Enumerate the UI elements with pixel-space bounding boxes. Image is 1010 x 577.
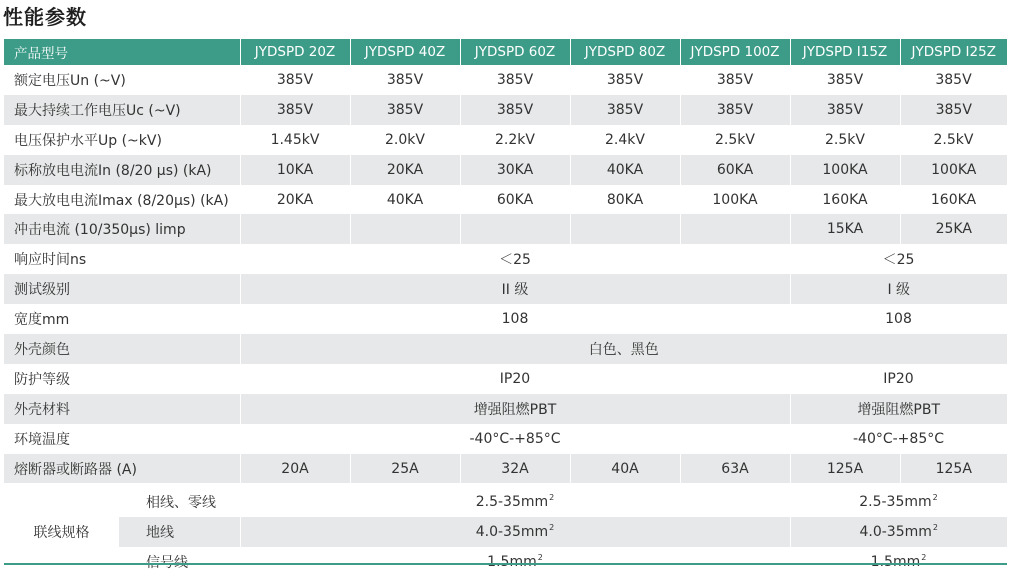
model-header: JYDSPD 80Z — [570, 39, 680, 65]
table-cell: 100KA — [680, 185, 790, 215]
row-label: 标称放电电流In (8/20 μs) (kA) — [4, 155, 240, 185]
table-cell: 125A — [790, 454, 900, 484]
table-row — [4, 274, 1007, 304]
table-cell: I 级 — [790, 274, 1007, 304]
table-row — [4, 65, 1007, 95]
row-label: 熔断器或断路器 (A) — [4, 454, 240, 484]
table-cell: 15KA — [790, 214, 900, 244]
table-row — [4, 364, 1007, 394]
table-cell: -40°C-+85°C — [240, 424, 790, 454]
row-label — [119, 547, 240, 577]
row-label: 防护等级 — [4, 364, 240, 394]
table-cell: 385V — [240, 95, 350, 125]
table-cell: 385V — [460, 65, 570, 95]
table-header-row — [4, 39, 1007, 65]
table-cell: 108 — [790, 304, 1007, 334]
table-cell: 2.5kV — [680, 125, 790, 155]
table-cell: 20A — [240, 454, 350, 484]
table-cell: -40°C-+85°C — [790, 424, 1007, 454]
table-row — [4, 394, 1007, 424]
table-row — [4, 95, 1007, 125]
table-cell — [240, 517, 790, 547]
table-row — [4, 304, 1007, 334]
table-cell: 385V — [570, 65, 680, 95]
table-cell: 385V — [240, 65, 350, 95]
model-header: JYDSPD 20Z — [240, 39, 350, 65]
wiring-group-label: 联线规格 — [4, 487, 119, 577]
table-row — [4, 547, 1007, 577]
table-cell: 160KA — [790, 185, 900, 215]
table-cell: 2.0kV — [350, 125, 460, 155]
table-cell: 100KA — [900, 155, 1007, 185]
unit-exponent: 2 — [549, 523, 555, 533]
table-cell: 160KA — [900, 185, 1007, 215]
table-cell: 10KA — [240, 155, 350, 185]
table-cell — [350, 214, 460, 244]
bottom-rule — [4, 563, 1007, 565]
wiring-value: 2.5-35 — [475, 494, 521, 511]
table-row — [4, 155, 1007, 185]
table-cell: 25A — [350, 454, 460, 484]
row-label: 地线 — [119, 517, 240, 547]
table-cell: 20KA — [350, 155, 460, 185]
row-label: 额定电压Un (~V) — [4, 65, 240, 95]
row-label: 响应时间ns — [4, 244, 240, 274]
row-label: 最大放电电流Imax (8/20μs) (kA) — [4, 185, 240, 215]
table-cell: 25KA — [900, 214, 1007, 244]
unit-exponent: 2 — [932, 523, 938, 533]
table-cell: 108 — [240, 304, 790, 334]
table-cell: 32A — [460, 454, 570, 484]
table-cell: 80KA — [570, 185, 680, 215]
table-cell — [790, 517, 1007, 547]
table-cell: II 级 — [240, 274, 790, 304]
table-cell: 2.5kV — [790, 125, 900, 155]
unit-label: mm — [904, 524, 932, 541]
wiring-value: 2.5-35 — [859, 494, 905, 511]
table-cell: 2.5kV — [900, 125, 1007, 155]
table-cell: 385V — [460, 95, 570, 125]
table-cell: ＜25 — [240, 244, 790, 274]
table-cell: 60KA — [460, 185, 570, 215]
table-cell: 60KA — [680, 155, 790, 185]
table-cell: 2.4kV — [570, 125, 680, 155]
table-cell: 100KA — [790, 155, 900, 185]
table-cell: IP20 — [790, 364, 1007, 394]
model-header: JYDSPD I15Z — [790, 39, 900, 65]
table-cell: 125A — [900, 454, 1007, 484]
table-cell: 30KA — [460, 155, 570, 185]
model-header: JYDSPD 100Z — [680, 39, 790, 65]
table-cell: 40KA — [350, 185, 460, 215]
row-label: 冲击电流 (10/350μs) limp — [4, 214, 240, 244]
table-cell: 385V — [680, 95, 790, 125]
table-cell: 385V — [350, 65, 460, 95]
unit-exponent: 2 — [921, 553, 927, 563]
table-cell: 增强阻燃PBT — [240, 394, 790, 424]
table-row — [4, 454, 1007, 484]
table-row — [4, 424, 1007, 454]
table-cell: 63A — [680, 454, 790, 484]
table-cell: 385V — [790, 65, 900, 95]
table-row — [4, 185, 1007, 215]
table-cell: 385V — [680, 65, 790, 95]
row-label: 测试级别 — [4, 274, 240, 304]
model-header: JYDSPD 40Z — [350, 39, 460, 65]
page-title: 性能参数 — [3, 5, 87, 29]
unit-label: mm — [904, 494, 932, 511]
table-cell: 40KA — [570, 155, 680, 185]
table-cell — [240, 547, 790, 577]
table-cell — [240, 214, 350, 244]
model-header: JYDSPD I25Z — [900, 39, 1007, 65]
table-cell: 385V — [350, 95, 460, 125]
table-cell: ＜25 — [790, 244, 1007, 274]
row-label: 最大持续工作电压Uc (~V) — [4, 95, 240, 125]
table-row — [4, 244, 1007, 274]
table-cell — [460, 214, 570, 244]
table-cell: 白色、黑色 — [240, 334, 1007, 364]
table-cell: IP20 — [240, 364, 790, 394]
table-cell: 1.45kV — [240, 125, 350, 155]
table-row — [4, 334, 1007, 364]
row-label: 外壳颜色 — [4, 334, 240, 364]
table-cell — [790, 547, 1007, 577]
table-row — [4, 214, 1007, 244]
table-row — [4, 517, 1007, 547]
table-cell: 385V — [900, 65, 1007, 95]
row-label: 宽度mm — [4, 304, 240, 334]
table-cell: 385V — [570, 95, 680, 125]
row-label: 相线、零线 — [119, 487, 240, 517]
table-cell — [570, 214, 680, 244]
table-cell: 20KA — [240, 185, 350, 215]
table-cell: 增强阻燃PBT — [790, 394, 1007, 424]
unit-exponent: 2 — [549, 493, 555, 503]
header-label: 产品型号 — [4, 39, 240, 65]
unit-label: mm — [520, 524, 549, 541]
table-cell: 40A — [570, 454, 680, 484]
row-label: 外壳材料 — [4, 394, 240, 424]
table-cell — [240, 487, 790, 517]
table-cell — [680, 214, 790, 244]
unit-exponent: 2 — [537, 553, 543, 563]
table-cell — [790, 487, 1007, 517]
row-label: 电压保护水平Up (~kV) — [4, 125, 240, 155]
row-label: 环境温度 — [4, 424, 240, 454]
wiring-value: 4.0-35 — [475, 524, 521, 541]
unit-exponent: 2 — [932, 493, 938, 503]
unit-label: mm — [520, 494, 549, 511]
spec-table — [4, 39, 1007, 483]
table-cell: 2.2kV — [460, 125, 570, 155]
table-cell: 385V — [900, 95, 1007, 125]
wiring-value: 4.0-35 — [859, 524, 905, 541]
table-row — [4, 487, 1007, 517]
table-cell: 385V — [790, 95, 900, 125]
model-header: JYDSPD 60Z — [460, 39, 570, 65]
table-row — [4, 125, 1007, 155]
